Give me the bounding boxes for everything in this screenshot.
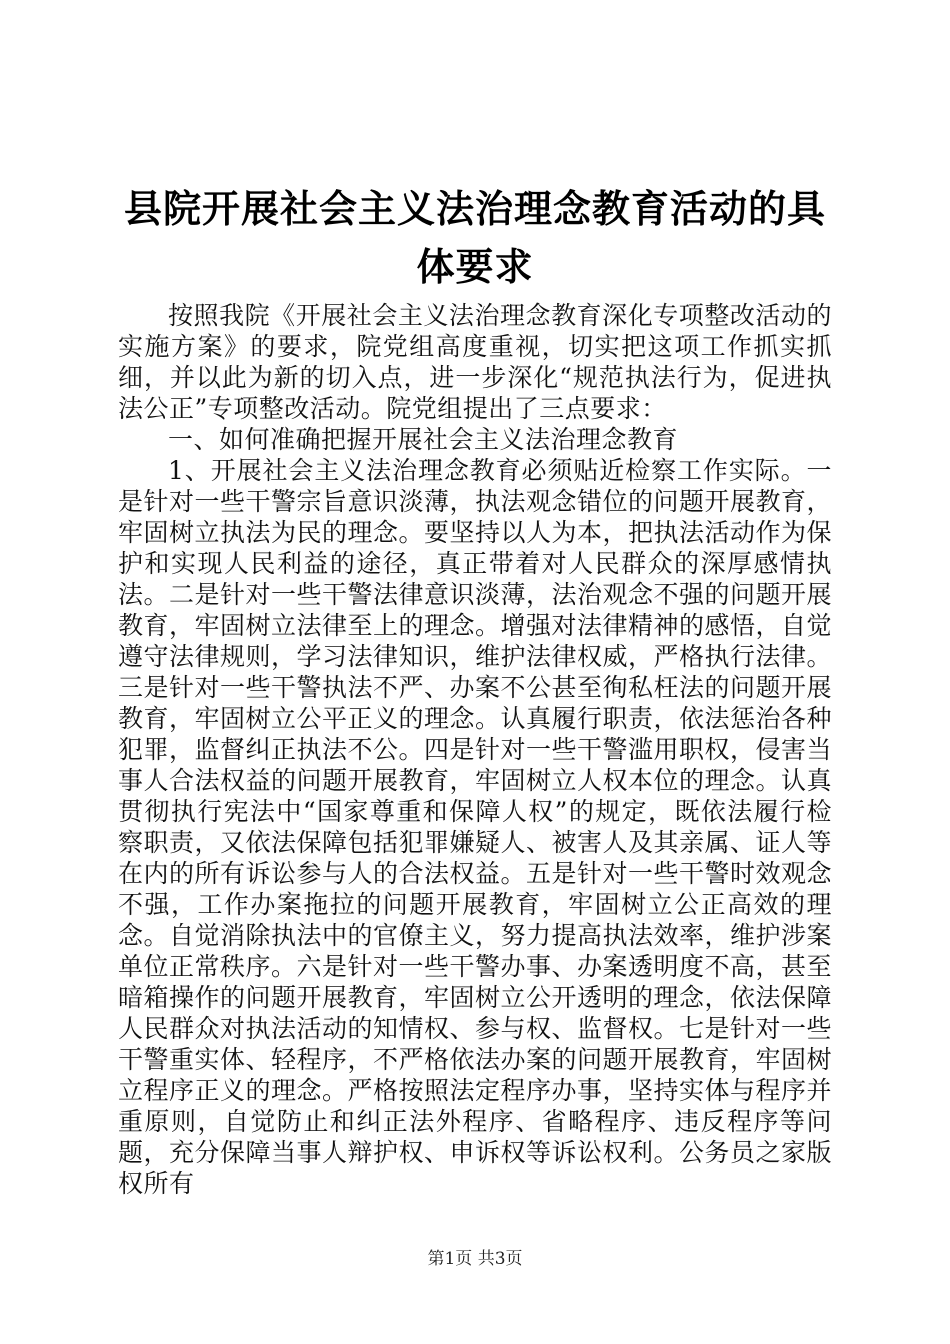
document-title: 县院开展社会主义法治理念教育活动的具体要求 [123, 186, 826, 289]
section-heading: 一、如何准确把握开展社会主义法治理念教育 [168, 425, 679, 454]
document-body [118, 300, 832, 1199]
intro-paragraph: 按照我院《开展社会主义法治理念教育深化专项整改活动的实施方案》的要求，院党组高度重视，切实把这项工作抓实抓细，并以此为新的切入点，进一步深化“规范执法行为，促进执法公正”专项整改活动。院党组提出了三点要求： [118, 301, 832, 423]
page-number-footer: 第1页 共3页 [427, 1249, 523, 1269]
body-paragraph: 1、开展社会主义法治理念教育必须贴近检察工作实际。一是针对一些干警宗旨意识淡薄，执法观念错位的问题开展教育，牢固树立执法为民的理念。要坚持以人为本，把执法活动作为保护和实现人民利益的途径，真正带着对人民群众的深厚感情执法。二是针对一些干警法律意识淡薄，法治观念不强的问题开展教育，牢固树立法律至上的理念。增强对法律精神的感悟，自觉遵守法律规则，学习法律知识，维护法律权威，严格执行法律。三是针对一些干警执法不严、办案不公甚至徇私枉法的问题开展教育，牢固树立公平正义的理念。认真履行职责，依法惩治各种犯罪，监督纠正执法不公。四是针对一些干警滥用职权，侵害当事人合法权益的问题开展教育，牢固树立人权本位的理念。认真贯彻执行宪法中“国家尊重和保障人权”的规定，既依法履行检察职责，又依法保障包括犯罪嫌疑人、被害人及其亲属、证人等在内的所有诉讼参与人的合法权益。五是针对一些干警时效观念不强，工作办案拖拉的问题开展教育，牢固树立公正高效的理念。自觉消除执法中的官僚主义，努力提高执法效率，维护涉案单位正常秩序。六是针对一些干警办事、办案透明度不高，甚至暗箱操作的问题开展教育，牢固树立公开透明的理念，依法保障人民群众对执法活动的知情权、参与权、监督权。七是针对一些干警重实体、轻程序，不严格依法办案的问题开展教育，牢固树立程序正义的理念。严格按照法定程序办事，坚持实体与程序并重原则，自觉防止和纠正法外程序、省略程序、违反程序等问题，充分保障当事人辩护权、申诉权等诉讼权利。公务员之家版权所有 [118, 456, 833, 1198]
